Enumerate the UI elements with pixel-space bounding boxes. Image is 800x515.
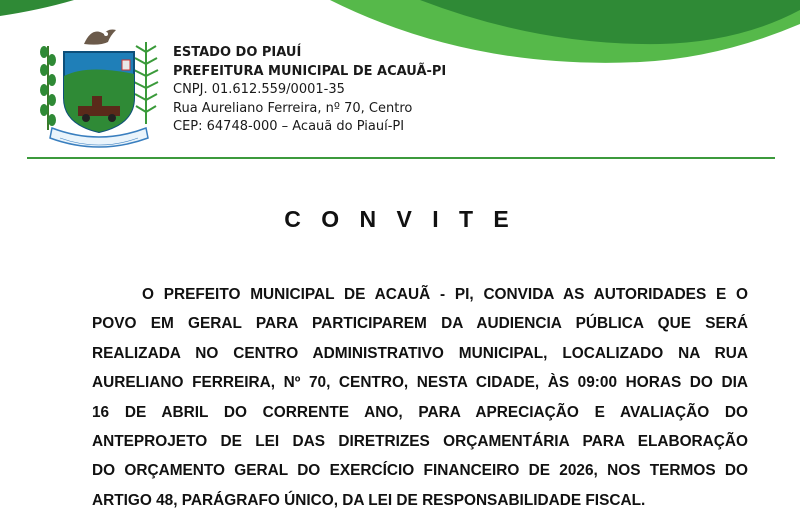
body-line: REALIZADA NO CENTRO ADMINISTRATIVO MUNICIPAL, LOCALIZADO NA RUA xyxy=(92,344,748,362)
municipality-name: PREFEITURA MUNICIPAL DE ACAUÃ-PI xyxy=(173,63,447,79)
document-title: C O N V I T E xyxy=(284,206,516,232)
body-line: AURELIANO FERREIRA, Nº 70, CENTRO, NESTA CIDADE, ÀS 09:00 HORAS DO DIA xyxy=(92,374,748,392)
cep-address: CEP: 64748-000 – Acauã do Piauí-PI xyxy=(173,119,405,135)
palm-right-icon xyxy=(134,42,158,124)
body-line: DO ORÇAMENTO GERAL DO EXERCÍCIO FINANCEIRO DE 2026, NOS TERMOS DO xyxy=(92,462,748,480)
header-divider xyxy=(27,157,775,159)
body-line: POVO EM GERAL PARA PARTICIPAREM DA AUDIENCIA PÚBLICA QUE SERÁ xyxy=(92,315,748,333)
cnpj-number: CNPJ. 01.612.559/0001-35 xyxy=(173,82,345,98)
municipal-crest-icon xyxy=(38,24,160,154)
shield-icon xyxy=(64,52,134,132)
invitation-body xyxy=(92,280,748,515)
body-line: O PREFEITO MUNICIPAL DE ACAUÃ - PI, CONVIDA AS AUTORIDADES E O xyxy=(142,286,748,303)
header-info xyxy=(173,44,446,137)
body-line: ANTEPROJETO DE LEI DAS DIRETRIZES ORÇAMENTÁRIA PARA ELABORAÇÃO xyxy=(92,433,748,451)
state-name: ESTADO DO PIAUÍ xyxy=(173,45,302,60)
bird-icon xyxy=(84,30,116,45)
laurel-left-icon xyxy=(40,46,56,130)
street-address: Rua Aureliano Ferreira, nº 70, Centro xyxy=(173,100,413,116)
body-line: 16 DE ABRIL DO CORRENTE ANO, PARA APRECIAÇÃO E AVALIAÇÃO DO xyxy=(92,403,748,421)
body-line: ARTIGO 48, PARÁGRAFO ÚNICO, DA LEI DE RESPONSABILIDADE FISCAL. xyxy=(92,491,646,509)
